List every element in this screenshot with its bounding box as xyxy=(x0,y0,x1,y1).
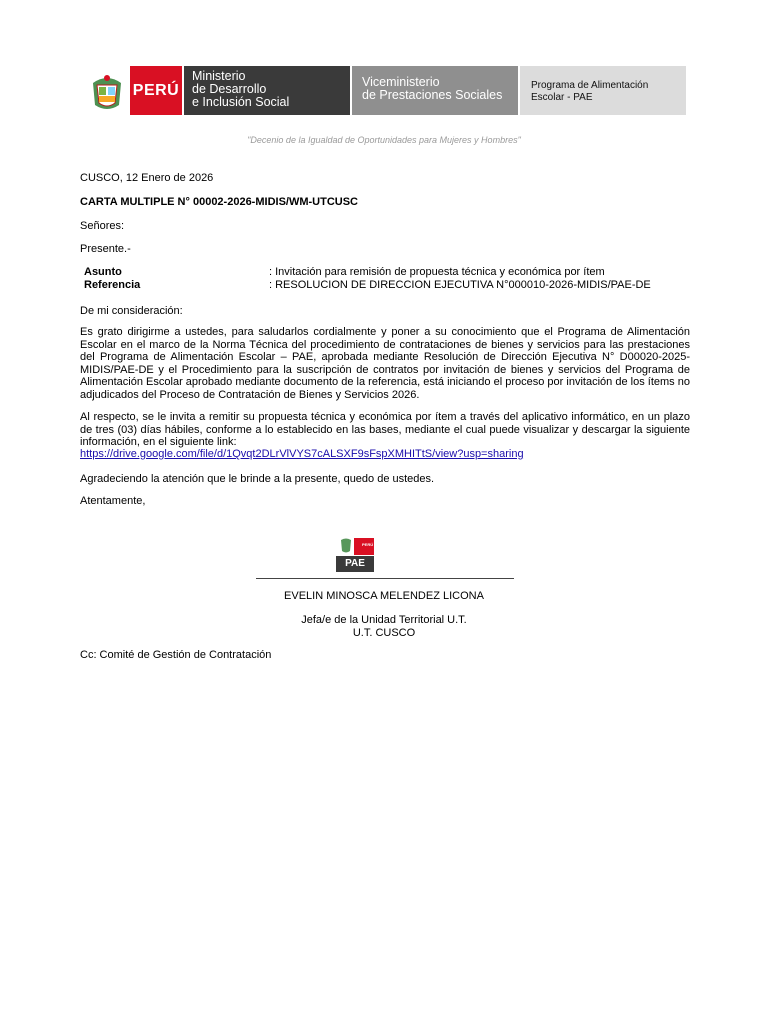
coat-of-arms-icon xyxy=(84,66,130,115)
viceministerio-box xyxy=(352,66,518,115)
asunto-row xyxy=(84,266,651,279)
referencia-row xyxy=(84,279,651,292)
agradecimiento-text: Agradeciendo la atención que le brinde a la presente, quedo de ustedes. xyxy=(80,473,435,485)
ministerio-line-3: e Inclusión Social xyxy=(192,95,290,109)
referencia-value: : RESOLUCION DE DIRECCION EJECUTIVA N°000010-2026-MIDIS/PAE-DE xyxy=(269,279,651,291)
salutation-senores: Señores: xyxy=(80,220,125,232)
body-paragraph-2: Al respecto, se le invita a remitir su propuesta técnica y económica por ítem a través del aplicativo informático, en un plazo de tres (03) días hábiles, conforme a lo establecido en las bases, mediante el cual puede visualizar y descargar la siguiente información, en el siguiente link: xyxy=(80,411,690,448)
signer-unit: U.T. CUSCO xyxy=(352,627,416,639)
body-paragraph-1: Es grato dirigirme a ustedes, para saludarlos cordialmente y poner a su conocimiento que el Programa de Alimentación Escolar en el marco de la Norma Técnica del procedimiento de contrataciones de bienes y servicios para las prestaciones del Programa de Alimentación Escolar – PAE, aprobada mediante Resolución de Dirección Ejecutiva N° D00020-2025-MIDIS/PAE-DE y el Procedimiento para la suscripción de contratos por invitación de bienes y servicios del Programa de Alimentación Escolar aprobado mediante documento de la referencia, está iniciando el proceso por invitación de los ítems no adjudicados del Proceso de Contratación de Bienes y Servicios 2026. xyxy=(80,326,690,401)
salutation-presente: Presente.- xyxy=(80,243,131,255)
peru-label: PERÚ xyxy=(132,81,180,99)
motto-text: "Decenio de la Igualdad de Oportunidades para Mujeres y Hombres" xyxy=(247,135,521,145)
pae-logo xyxy=(336,536,374,572)
document-title: CARTA MULTIPLE N° 00002-2026-MIDIS/WM-UTCUSC xyxy=(80,196,358,208)
date-line: CUSCO, 12 Enero de 2026 xyxy=(80,172,214,184)
drive-link[interactable]: https://drive.google.com/file/d/1Qvqt2DLrVlVYS7cALSXF9sFspXMHITtS/view?usp=sharing xyxy=(80,448,524,460)
programa-line-2: Escolar - PAE xyxy=(531,92,593,103)
asunto-value: : Invitación para remisión de propuesta técnica y económica por ítem xyxy=(269,266,605,278)
pae-logo-text: PAE xyxy=(345,558,365,569)
programa-line-1: Programa de Alimentación xyxy=(531,80,649,91)
signer-title: Jefa/e de la Unidad Territorial U.T. xyxy=(301,614,467,626)
pae-logo-peru: PERÚ xyxy=(362,542,374,547)
atentamente-text: Atentamente, xyxy=(80,495,146,507)
reference-table xyxy=(84,266,651,292)
asunto-label: Asunto xyxy=(84,266,122,278)
vice-line-1: Viceministerio xyxy=(362,75,440,89)
programa-box xyxy=(520,66,686,115)
vice-line-2: de Prestaciones Sociales xyxy=(362,88,503,102)
signature-line xyxy=(256,578,514,579)
cc-line: Cc: Comité de Gestión de Contratación xyxy=(80,649,272,661)
peru-brand-box xyxy=(130,66,182,115)
signer-name: EVELIN MINOSCA MELENDEZ LICONA xyxy=(284,590,484,602)
ministerio-box xyxy=(184,66,350,115)
ministerio-line-1: Ministerio xyxy=(192,69,246,83)
consideracion-text: De mi consideración: xyxy=(80,305,183,317)
referencia-label: Referencia xyxy=(84,279,141,291)
header-banner xyxy=(84,66,686,115)
ministerio-line-2: de Desarrollo xyxy=(192,82,267,96)
